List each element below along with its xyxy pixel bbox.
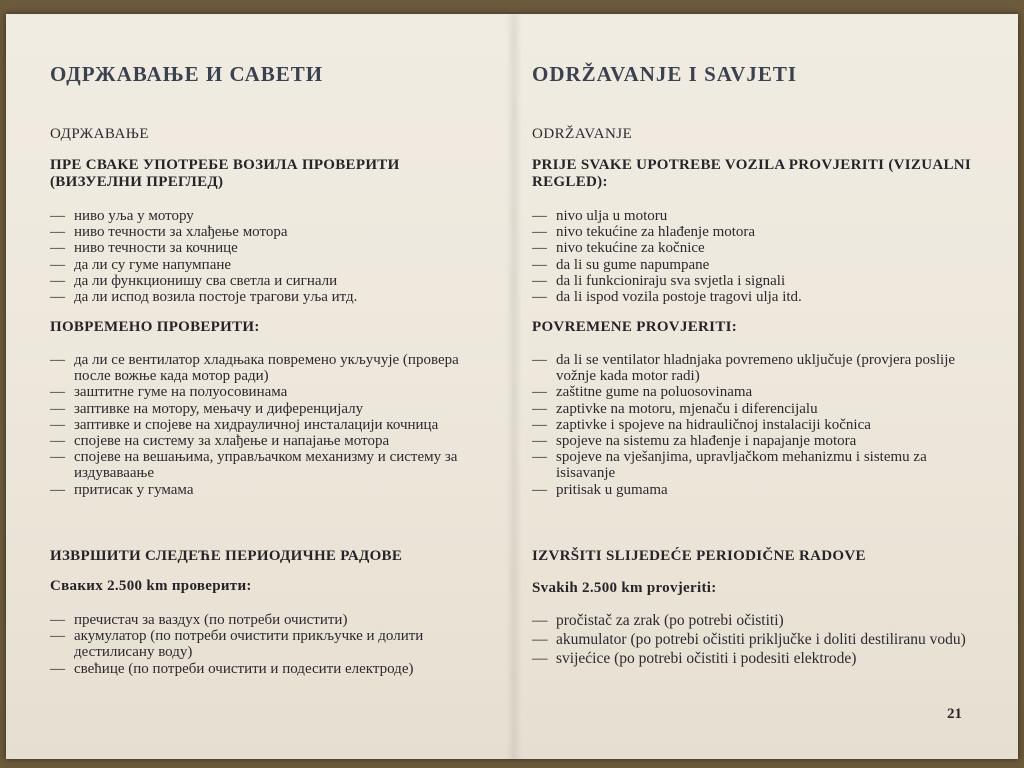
right-section-2-heading: POVREMENE PROVJERITI: [532,319,738,335]
right-section-3 [532,548,972,668]
list-item: — пречистач за ваздух (по потреби очистити) [50,612,348,628]
right-section-2-list [532,352,972,498]
book-page-spread [6,14,1018,759]
list-item: — zaštitne gume na poluosovinama [532,384,753,401]
left-subhead: ОДРЖАВАЊЕ [50,126,150,142]
left-section-1-heading: ПРЕ СВАКЕ УПОТРЕБЕ ВОЗИЛА ПРОВЕРИТИ (ВИЗУЕЛНИ ПРЕГЛЕД) [50,157,400,190]
list-item: — nivo tekućine za hlađenje motora [532,224,756,241]
left-section-1-list [50,208,490,305]
list-item: — zaptivke na motoru, mjenaču i diferencijalu [532,400,818,417]
list-item: — pročistač za zrak (po potrebi očistiti) [532,612,784,629]
left-section-3-subheading: Сваких 2.500 km проверити: [50,578,252,594]
right-section-2 [532,319,972,498]
left-section-3-heading: ИЗВРШИТИ СЛЕДЕЋЕ ПЕРИОДИЧНЕ РАДОВЕ [50,548,403,564]
left-section-2-heading: ПОВРЕМЕНО ПРОВЕРИТИ: [50,319,260,335]
list-item: — da li funkcioniraju sva svjetla i signali [532,272,786,289]
list-item: — nivo tekućine za kočnice [532,240,705,257]
list-item: — спојеве на систему за хлађење и напајање мотора [50,433,390,450]
right-section-1 [532,157,972,305]
list-item: — да ли функционишу сва светла и сигнали [50,272,338,289]
list-item: — akumulator (po potrebi očistiti priključke i doliti destiliranu vodu) [532,631,966,648]
list-item: — да ли су гуме напумпане [50,256,232,273]
list-item: — да ли испод возила постоје трагови уља итд. [50,289,358,306]
left-section-1 [50,157,490,305]
list-item: — spojeve na sistemu za hlađenje i napajanje motora [532,433,857,450]
right-subhead: ODRŽAVANJE [532,126,633,142]
list-item: — заптивке на мотору, мењачу и диференцијалу [50,400,364,417]
list-item: — спојеве на вешањима, управљачком механизму и систему за издуваваање [50,449,458,482]
list-item: — da li se ventilator hladnjaka povremeno uključuje (provjera poslije vožnje kada motor radi) [532,352,956,385]
list-item: — да ли се вентилатор хладњака повремено укључује (провера после вожње када мотор ради) [50,352,459,385]
list-item: — ниво течности за кочнице [50,240,238,257]
list-item: — svijećice (po potrebi očistiti i podesiti elektrode) [532,650,857,667]
list-item: — nivo ulja u motoru [532,208,668,224]
list-item: — ниво уља у мотору [50,208,194,224]
left-section-3-list [50,612,490,677]
left-section-2-list [50,352,490,498]
list-item: — zaptivke i spojeve na hidrauličnoj instalaciji kočnica [532,416,871,433]
left-section-2 [50,319,490,498]
list-item: — притисак у гумама [50,481,194,498]
page-number: 21 [947,706,962,722]
right-section-3-heading: IZVRŠITI SLIJEDEĆE PERIODIČNE RADOVE [532,548,866,564]
list-item: — da li ispod vozila postoje tragovi ulja itd. [532,289,802,306]
right-section-3-list [532,611,972,668]
right-page-title: ODRŽAVANJE I SAVJETI [532,62,798,86]
right-section-1-list [532,208,972,305]
list-item: — pritisak u gumama [532,481,668,498]
list-item: — заштитне гуме на полуосовинама [50,384,288,401]
list-item: — ниво течности за хлађење мотора [50,224,288,241]
right-section-3-subheading: Svakih 2.500 km provjeriti: [532,580,717,596]
right-section-1-heading: PRIJE SVAKE UPOTREBE VOZILA PROVJERITI (VIZUALNI REGLED): [532,157,972,190]
list-item: — заптивке и спојеве на хидрауличној инсталацији кочница [50,416,439,433]
left-section-3 [50,548,490,677]
list-item: — da li su gume napumpane [532,256,710,273]
list-item: — spojeve na vješanjima, upravljačkom mehanizmu i sistemu za isisavanje [532,449,927,482]
page-fold [506,14,522,759]
list-item: — акумулатор (по потреби очистити прикључке и долити дестилисану воду) [50,628,424,661]
left-page-title: ОДРЖАВАЊЕ И САВЕТИ [50,62,324,86]
list-item: — свећице (по потреби очистити и подесити електроде) [50,660,414,677]
